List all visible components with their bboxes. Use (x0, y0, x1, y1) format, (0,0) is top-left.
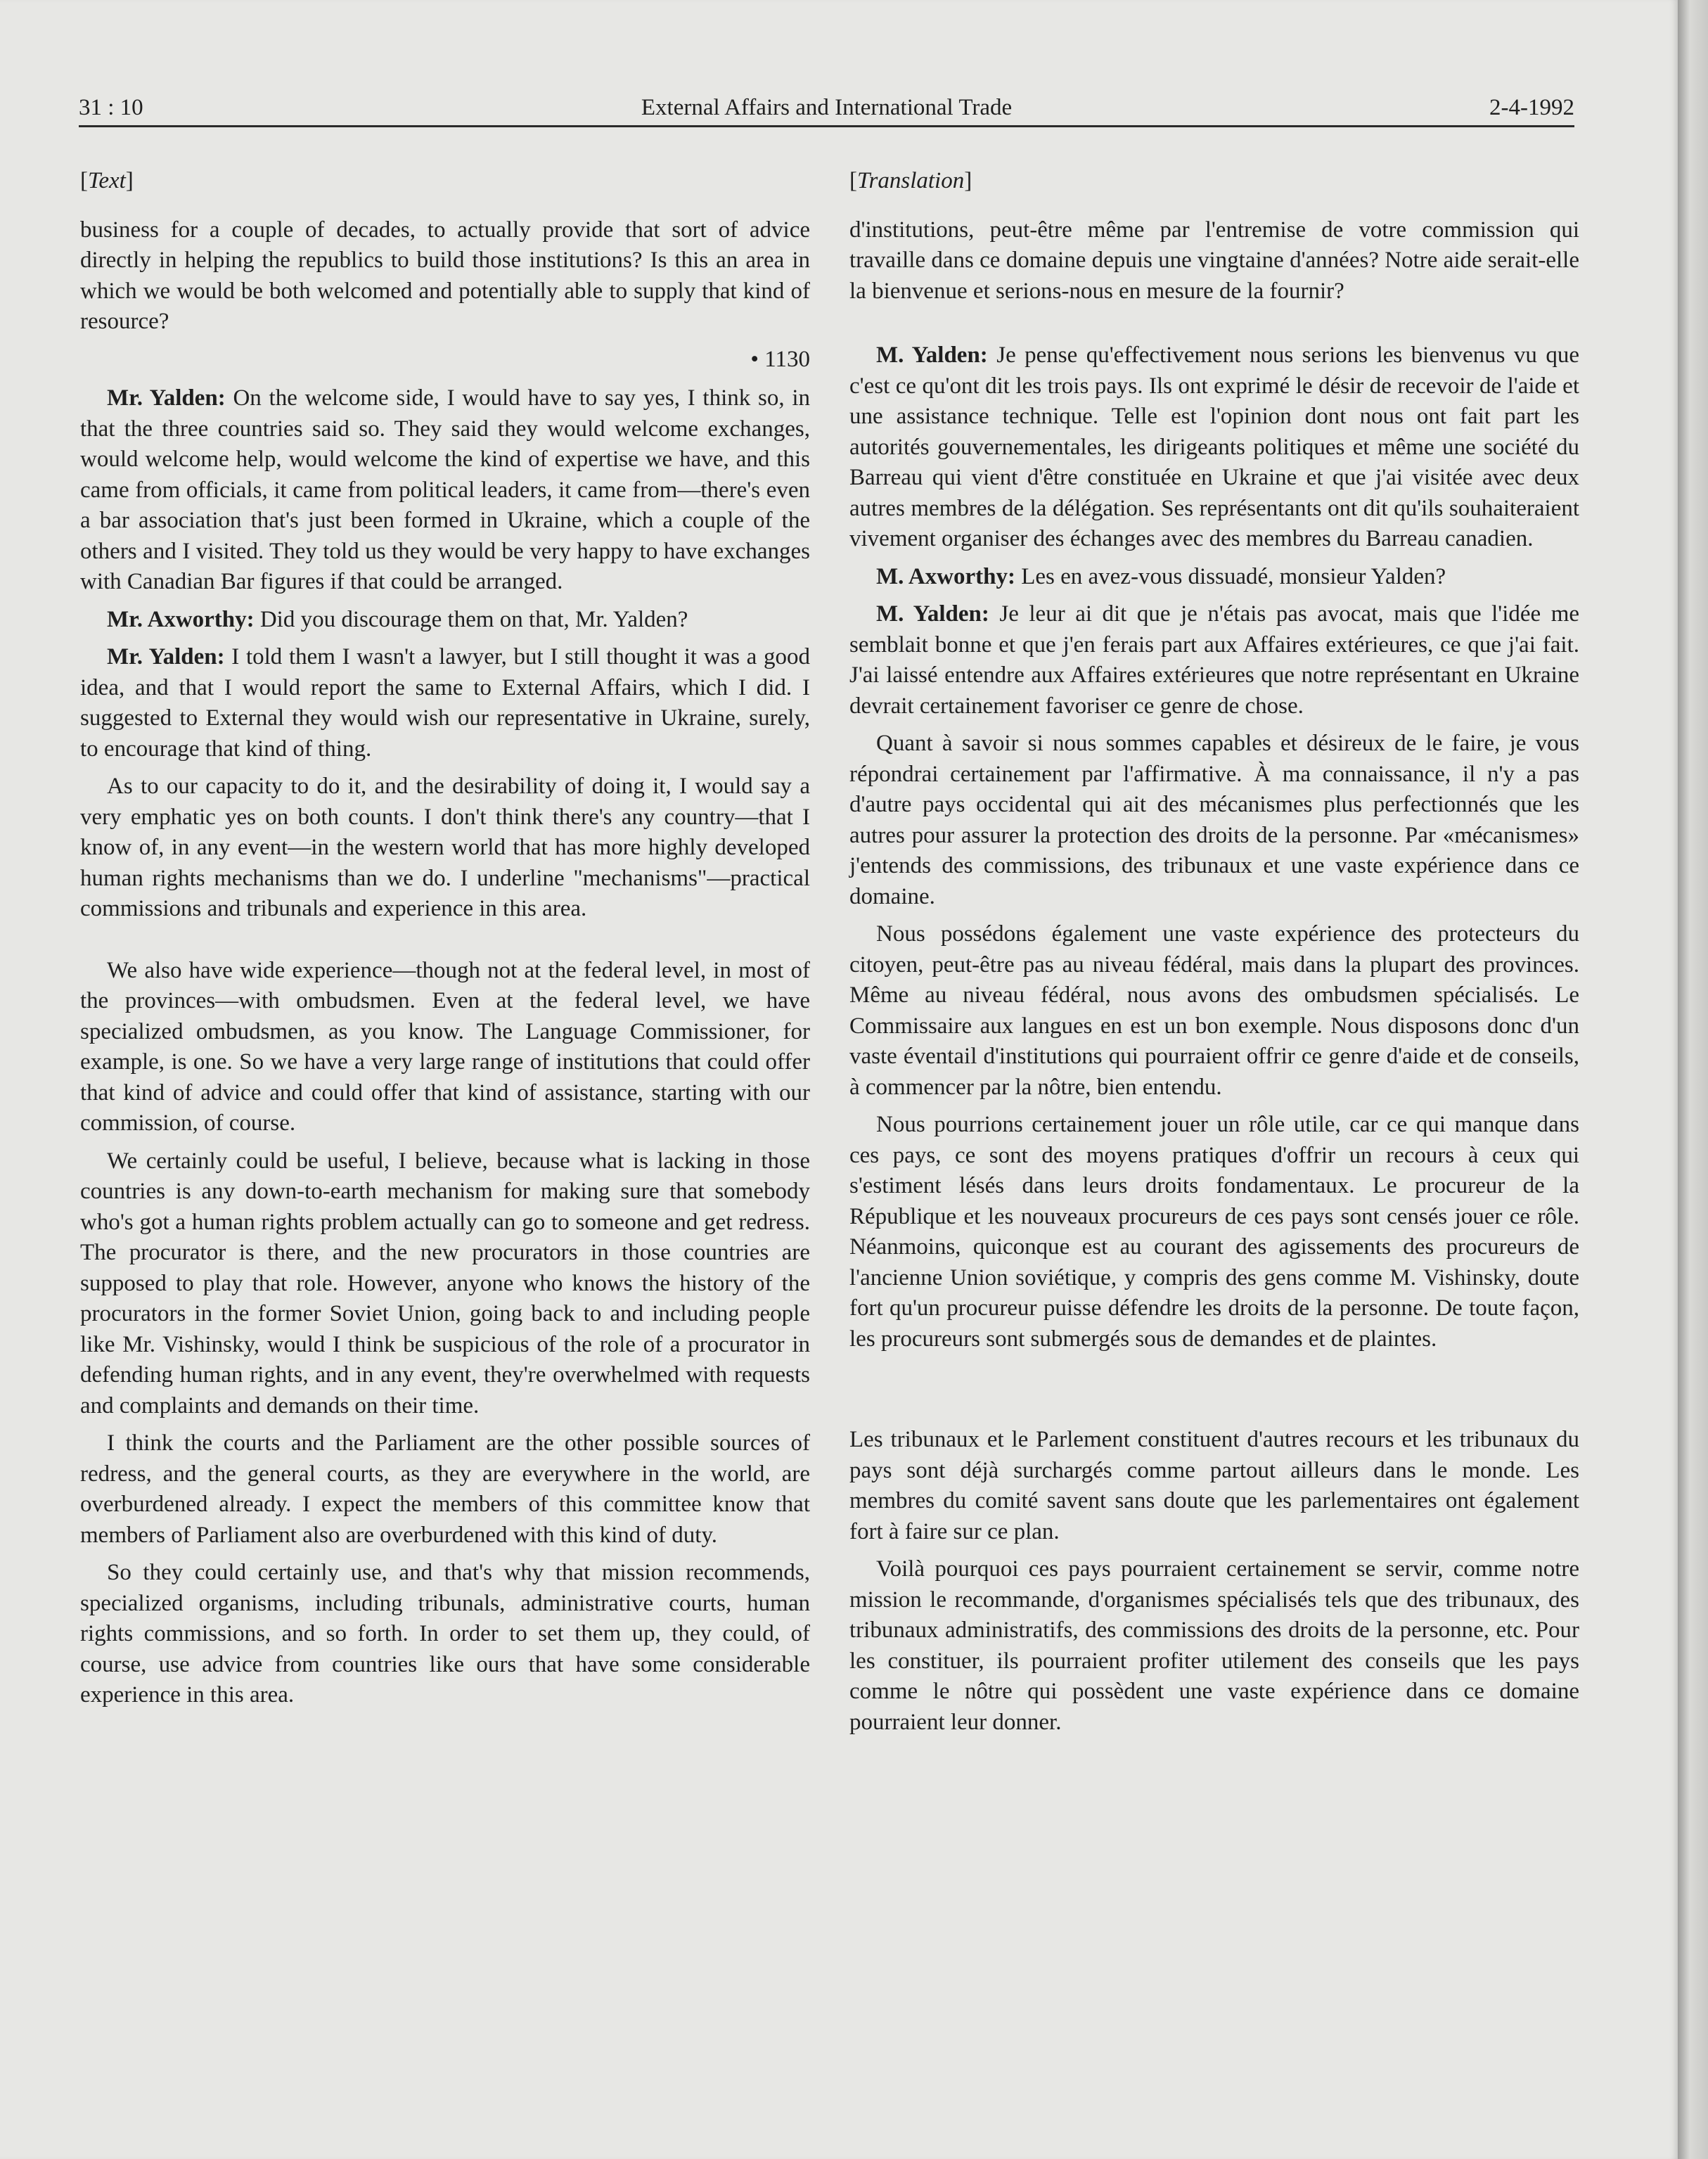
paragraph: Les tribunaux et le Parlement constituent d'autres recours et les tribunaux du pays sont déjà surchargés comme partout ailleurs dans le monde. Les membres du comité savent sans doute que les parlementaires ont également fort à faire sur ce plan. (849, 1427, 1579, 1544)
time-marker: • 1130 (750, 346, 810, 372)
header-date: 2-4-1992 (1489, 95, 1574, 120)
paragraph: So they could certainly use, and that's why that mission recommends, specialized organisms, including tribunals, administrative courts, human rights commissions, and so forth. In order to set them up, they could, of course, use advice from countries like ours that have some considerable experience in this area. (80, 1560, 810, 1708)
paragraph: d'institutions, peut-être même par l'entremise de votre commission qui travaille dans ce domaine depuis une vingtaine d'années? Notre aide serait-elle la bienvenue et serions-nous en mesure de la fournir? (849, 217, 1579, 304)
speech-paragraph: M. Yalden: Je pense qu'effectivement nous serions les bienvenus vu que c'est ce qu'ont dit les trois pays. Ils ont exprimé le désir de recevoir de l'aide et une assistance technique. Telle est l'opinion dont nous ont fait part les autorités gouvernementales, les dirigeants politiques et même une société du Barreau qui vient d'être constituée en Ukraine et que j'ai visitée avec deux autres membres de la délégation. Ses représentants ont dit qu'ils souhaiteraient vivement organiser des échanges avec des membres du Barreau canadien. (849, 342, 1579, 551)
speech-paragraph: M. Axworthy: Les en avez-vous dissuadé, monsieur Yalden? (876, 563, 1446, 589)
paragraph: Nous pourrions certainement jouer un rôle utile, car ce qui manque dans ces pays, ce sont des moyens pratiques d'offrir un recours à ceux qui s'estiment lésés dans leurs droits fondamentaux. Le procureur de la République et les nouveaux procureurs de ces pays sont censés jouer ce rôle. Néanmoins, quiconque est au courant des agissements des procureurs de l'ancienne Union soviétique, y compris des gens comme M. Vishinsky, doute fort qu'un procureur puisse défendre les droits de la personne. De toute façon, les procureurs sont submergés sous de demandes et de plaintes. (849, 1112, 1579, 1352)
paragraph: I think the courts and the Parliament are the other possible sources of redress, and the general courts, as they are everywhere in the world, are overburdened already. I expect the members of this committee know that members of Parliament also are overburdened with this kind of duty. (80, 1430, 810, 1548)
column-label: [Translation] (849, 168, 972, 193)
speaker-name: Mr. Yalden: (107, 385, 226, 411)
speaker-name: M. Yalden: (876, 601, 989, 627)
paragraph: Voilà pourquoi ces pays pourraient certainement se servir, comme notre mission le recommande, d'organismes spécialisés tels que des tribunaux, des tribunaux administratifs, des commissions des droits de la personne, etc. Pour les constituer, ils pourraient profiter utilement des conseils que les pays comme le nôtre qui possèdent une vaste expérience dans ce domaine pourraient leur donner. (849, 1556, 1579, 1735)
speech-paragraph: Mr. Yalden: I told them I wasn't a lawyer, but I still thought it was a good idea, and that I would report the same to External Affairs, which I did. I suggested to External they would wish our representative in Ukraine, surely, to encourage that kind of thing. (80, 644, 810, 762)
speaker-name: Mr. Yalden: (107, 644, 225, 670)
speaker-name: Mr. Axworthy: (107, 606, 255, 632)
speaker-name: M. Yalden: (876, 342, 988, 368)
page-header (79, 87, 1574, 127)
paragraph: Quant à savoir si nous sommes capables et désireux de le faire, je vous répondrai certainement par l'affirmative. À ma connaissance, il n'y a pas d'autre pays occidental qui ait des mécanismes plus perfectionnés que les autres pour assurer la protection des droits de la personne. Par «mécanismes» j'entends des commissions, des tribunaux et une vaste expérience dans ce domaine. (849, 731, 1579, 909)
speech-paragraph: Mr. Yalden: On the welcome side, I would have to say yes, I think so, in that the three countries said so. They said they would welcome exchanges, would welcome help, would welcome the kind of expertise we have, and this came from officials, it came from political leaders, it came from—there's even a bar association that's just been formed in Ukraine, which a couple of the others and I visited. They told us they would be very happy to have exchanges with Canadian Bar figures if that could be arranged. (80, 385, 810, 594)
paragraph: business for a couple of decades, to actually provide that sort of advice directly in helping the republics to build those institutions? Is this an area in which we would be both welcomed and potentially able to supply that kind of resource? (80, 217, 810, 334)
page-edge (1678, 0, 1708, 2159)
speaker-name: M. Axworthy: (876, 563, 1015, 589)
page-number: 31 : 10 (79, 95, 143, 120)
paragraph: Nous possédons également une vaste expérience des protecteurs du citoyen, peut-être pas au niveau fédéral, mais dans la plupart des provinces. Même au niveau fédéral, nous avons des ombudsmen spécialisés. Le Commissaire aux langues en est un bon exemple. Nous disposons donc d'un vaste éventail d'institutions qui pourraient offrir ce genre d'aide et de conseils, à commencer par la nôtre, bien entendu. (849, 921, 1579, 1100)
paragraph: We also have wide experience—though not at the federal level, in most of the provinces—with ombudsmen. Even at the federal level, we have specialized ombudsmen, as you know. The Language Commissioner, for example, is one. So we have a very large range of institutions that could offer that kind of advice and could offer that kind of assistance, starting with our commission, of course. (80, 957, 810, 1136)
english-column (80, 166, 810, 1718)
french-column (849, 166, 1579, 1745)
paragraph: We certainly could be useful, I believe, because what is lacking in those countries is any down-to-earth mechanism for making sure that somebody who's got a human rights problem actually can go to someone and get redress. The procurator is there, and the new procurators in those countries are supposed to play that role. However, anyone who knows the history of the procurators in the former Soviet Union, going back to and including people like Mr. Vishinsky, would I think be suspicious of the role of a procurator in defending human rights, and in any event, they're overwhelmed with requests and complaints and demands on their time. (80, 1148, 810, 1418)
running-title: External Affairs and International Trade (641, 95, 1013, 120)
paragraph: As to our capacity to do it, and the desirability of doing it, I would say a very emphatic yes on both counts. I don't think there's any country—that I know of, in any event—in the western world that has more highly developed human rights mechanisms than we do. I underline "mechanisms"—practical commissions and tribunals and experience in this area. (80, 774, 810, 921)
speech-paragraph: Mr. Axworthy: Did you discourage them on that, Mr. Yalden? (107, 606, 688, 632)
column-label: [Text] (80, 168, 134, 193)
speech-paragraph: M. Yalden: Je leur ai dit que je n'étais pas avocat, mais que l'idée me semblait bonne et que j'en ferais part aux Affaires extérieures, ce que j'ai fait. J'ai laissé entendre aux Affaires extérieures que notre représentant en Ukraine devrait certainement favoriser ce genre de chose. (849, 601, 1580, 719)
